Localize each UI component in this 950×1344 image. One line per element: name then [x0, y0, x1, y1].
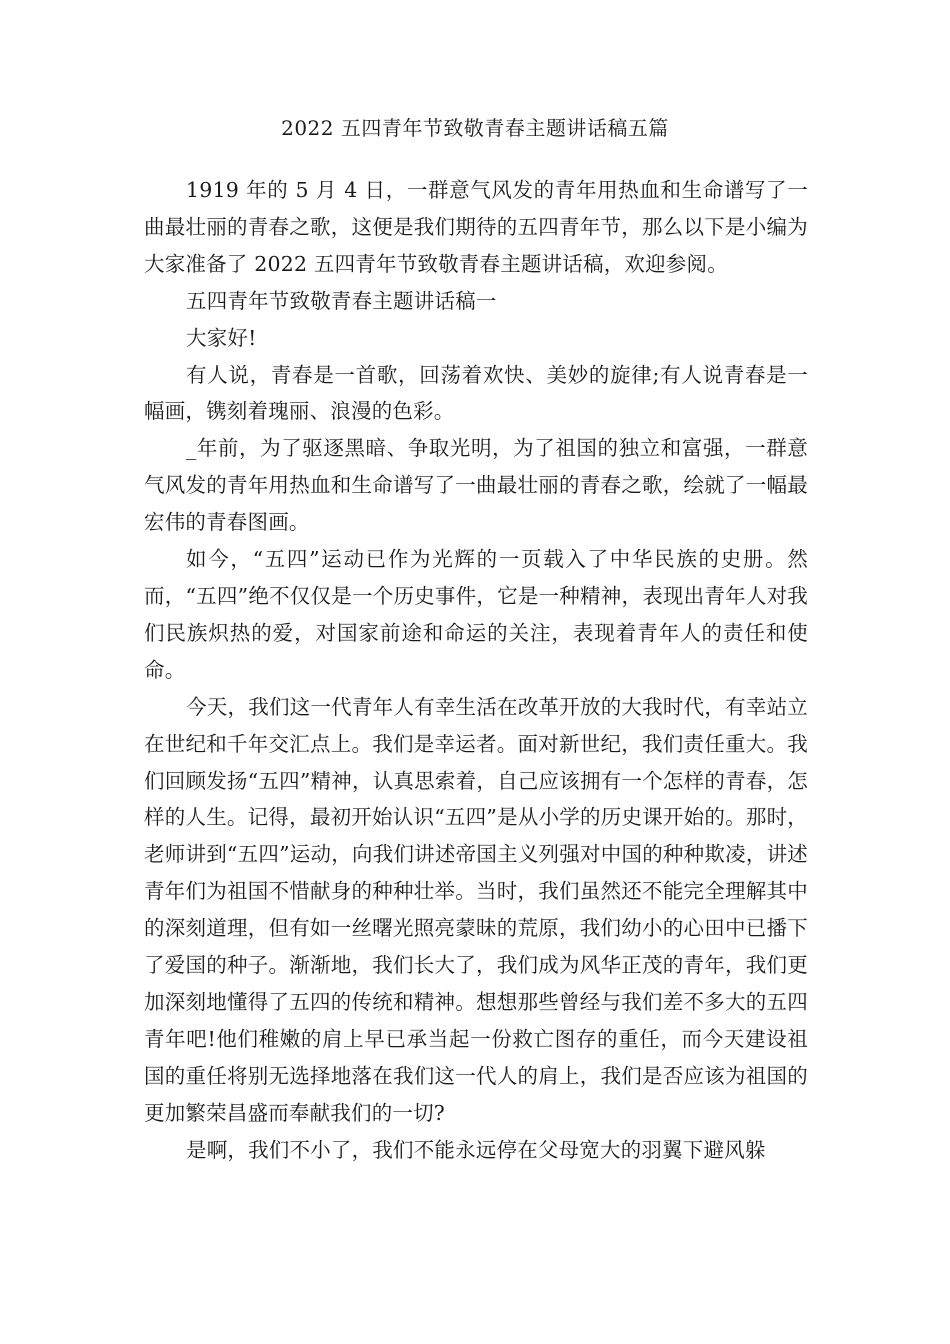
greeting-paragraph: 大家好! — [186, 325, 257, 350]
body-paragraph: 是啊，我们不小了，我们不能永远停在父母宽大的羽翼下避风躲 — [186, 1137, 766, 1162]
body-paragraph: 今天，我们这一代青年人有幸生活在改革开放的大我时代，有幸站立在世纪和千年交汇点上。我们是幸运者。面对新世纪，我们责任重大。我们回顾发扬“五四”精神，认真思索着，自己应该拥有一个怎样的青春，怎样的人生。记得，最初开始认识“五四”是从小学的历史课开始的。那时，老师讲到“五四”运动，向我们讲述帝国主义列强对中国的种种欺凌，讲述青年们为祖国不惜献身的种种壮举。当时，我们虽然还不能完全理解其中的深刻道理，但有如一丝曙光照亮蒙昧的荒原，我们幼小的心田中已播下了爱国的种子。渐渐地，我们长大了，我们成为风华正茂的青年，我们更加深刻地懂得了五四的传统和精神。想想那些曾经与我们差不多大的五四青年吧!他们稚嫩的肩上早已承当起一份救亡图存的重任，而今天建设祖国的重任将别无选择地落在我们这一代人的肩上，我们是否应该为祖国的更加繁荣昌盛而奉献我们的一切? — [144, 694, 808, 1125]
body-paragraph: _年前，为了驱逐黑暗、争取光明，为了祖国的独立和富强，一群意气风发的青年用热血和生命谱写了一曲最壮丽的青春之歌，绘就了一幅最宏伟的青春图画。 — [144, 436, 808, 535]
document-title: 2022 五四青年节致敬青春主题讲话稿五篇 — [281, 116, 669, 140]
section-heading: 五四青年节致敬青春主题讲话稿一 — [186, 288, 497, 313]
intro-paragraph: 1919 年的 5 月 4 日，一群意气风发的青年用热血和生命谱写了一曲最壮丽的青春之歌，这便是我们期待的五四青年节，那么以下是小编为大家准备了 2022 五四青年节致敬青春主题讲话稿，欢迎参阅。 — [144, 178, 808, 276]
body-paragraph: 有人说，青春是一首歌，回荡着欢快、美妙的旋律;有人说青春是一幅画，镌刻着瑰丽、浪漫的色彩。 — [144, 362, 808, 424]
body-paragraph: 如今，“五四”运动已作为光辉的一页载入了中华民族的史册。然而，“五四”绝不仅仅是一个历史事件，它是一种精神，表现出青年人对我们民族炽热的爱，对国家前途和命运的关注，表现着青年人的责任和使命。 — [144, 547, 808, 682]
document-body — [144, 172, 808, 1168]
